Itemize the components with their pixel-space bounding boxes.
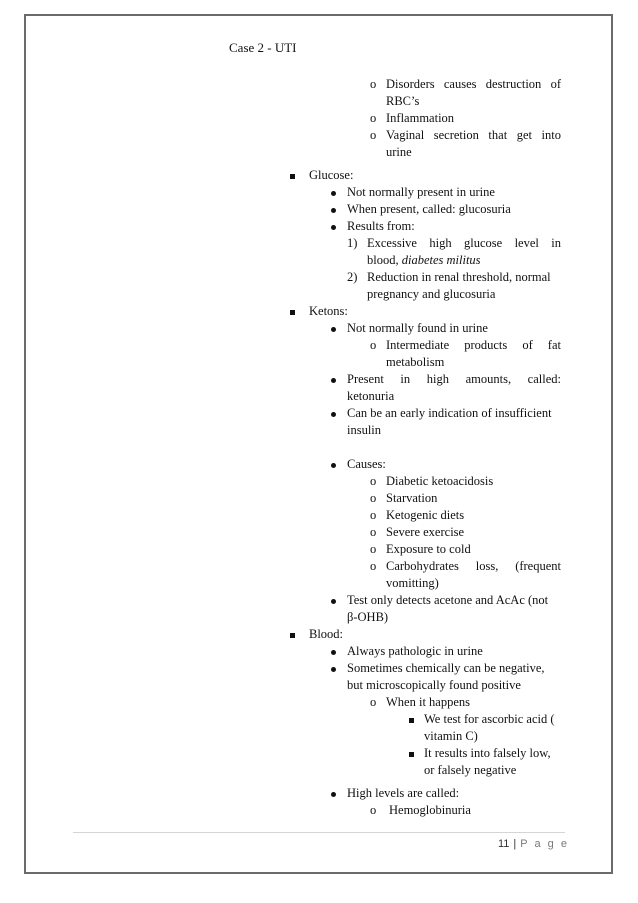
list-item: When it happens <box>386 695 471 709</box>
circle-marker: o <box>370 111 377 125</box>
square-bullet-icon <box>290 174 295 179</box>
footer-separator: | <box>513 838 517 850</box>
circle-marker: o <box>370 77 377 91</box>
square-bullet-icon <box>409 718 414 723</box>
list-item: Can be an early indication of insufficient <box>347 406 552 420</box>
circle-marker: o <box>370 542 377 556</box>
page-label: P a g e <box>520 838 569 850</box>
numbered-marker: 1) <box>347 236 358 250</box>
square-bullet-icon <box>409 752 414 757</box>
circle-marker: o <box>370 491 377 505</box>
section-heading-glucose: Glucose: <box>309 168 354 182</box>
bullet-dot-icon <box>331 225 336 230</box>
list-item: Hemoglobinuria <box>389 803 471 817</box>
list-item: Ketogenic diets <box>386 508 465 522</box>
bullet-dot-icon <box>331 650 336 655</box>
list-item: Diabetic ketoacidosis <box>386 474 494 488</box>
list-item: Intermediate products of fat <box>386 338 561 352</box>
circle-marker: o <box>370 695 377 709</box>
circle-marker: o <box>370 508 377 522</box>
list-item: Not normally found in urine <box>347 321 488 335</box>
list-item <box>367 252 481 269</box>
page-number: 11 <box>498 838 510 850</box>
list-item: Exposure to cold <box>386 542 471 556</box>
list-item: β-OHB) <box>347 610 389 624</box>
list-item: Test only detects acetone and AcAc (not <box>347 593 549 607</box>
bullet-dot-icon <box>331 463 336 468</box>
bullet-dot-icon <box>331 208 336 213</box>
bullet-dot-icon <box>331 191 336 196</box>
list-item: Carbohydrates loss, (frequent <box>386 559 561 573</box>
list-item: ketonuria <box>347 389 395 403</box>
bullet-dot-icon <box>331 378 336 383</box>
section-heading-blood: Blood: <box>309 627 344 641</box>
list-item: Causes: <box>347 457 386 471</box>
list-item: When present, called: glucosuria <box>347 202 511 216</box>
list-item: Severe exercise <box>386 525 465 539</box>
list-item: or falsely negative <box>424 763 517 777</box>
list-item: Reduction in renal threshold, normal <box>367 270 551 284</box>
circle-marker: o <box>370 474 377 488</box>
list-item: Starvation <box>386 491 438 505</box>
list-item: Inflammation <box>386 111 455 125</box>
list-item: Present in high amounts, called: <box>347 372 561 386</box>
section-heading-ketons: Ketons: <box>309 304 348 318</box>
bullet-dot-icon <box>331 667 336 672</box>
bullet-dot-icon <box>331 412 336 417</box>
list-item: urine <box>386 145 412 159</box>
page-header: Case 2 - UTI <box>229 40 297 55</box>
list-item-text: blood, <box>367 253 402 267</box>
list-item: Vaginal secretion that get into <box>386 128 561 142</box>
list-item: metabolism <box>386 355 445 369</box>
numbered-marker: 2) <box>347 270 358 284</box>
page-footer <box>498 838 569 850</box>
circle-marker: o <box>370 128 377 142</box>
list-item: insulin <box>347 423 382 437</box>
list-item: pregnancy and glucosuria <box>367 287 496 301</box>
circle-marker: o <box>370 338 377 352</box>
square-bullet-icon <box>290 310 295 315</box>
bullet-dot-icon <box>331 792 336 797</box>
footer-divider <box>73 832 565 833</box>
list-item: Disorders causes destruction of <box>386 77 561 91</box>
circle-marker: o <box>370 559 377 573</box>
list-item: We test for ascorbic acid ( <box>424 712 555 726</box>
list-item: Not normally present in urine <box>347 185 495 199</box>
list-item: It results into falsely low, <box>424 746 551 760</box>
italic-term: diabetes militus <box>401 253 481 267</box>
list-item: Results from: <box>347 219 415 233</box>
circle-marker: o <box>370 525 377 539</box>
list-item: vomitting) <box>386 576 439 590</box>
list-item: Always pathologic in urine <box>347 644 483 658</box>
list-item: Sometimes chemically can be negative, <box>347 661 545 675</box>
list-item: Excessive high glucose level in <box>367 236 561 250</box>
bullet-dot-icon <box>331 327 336 332</box>
square-bullet-icon <box>290 633 295 638</box>
list-item: vitamin C) <box>424 729 478 743</box>
bullet-dot-icon <box>331 599 336 604</box>
list-item: RBC’s <box>386 94 420 108</box>
list-item: High levels are called: <box>347 786 460 800</box>
list-item: but microscopically found positive <box>347 678 521 692</box>
circle-marker: o <box>370 803 377 817</box>
